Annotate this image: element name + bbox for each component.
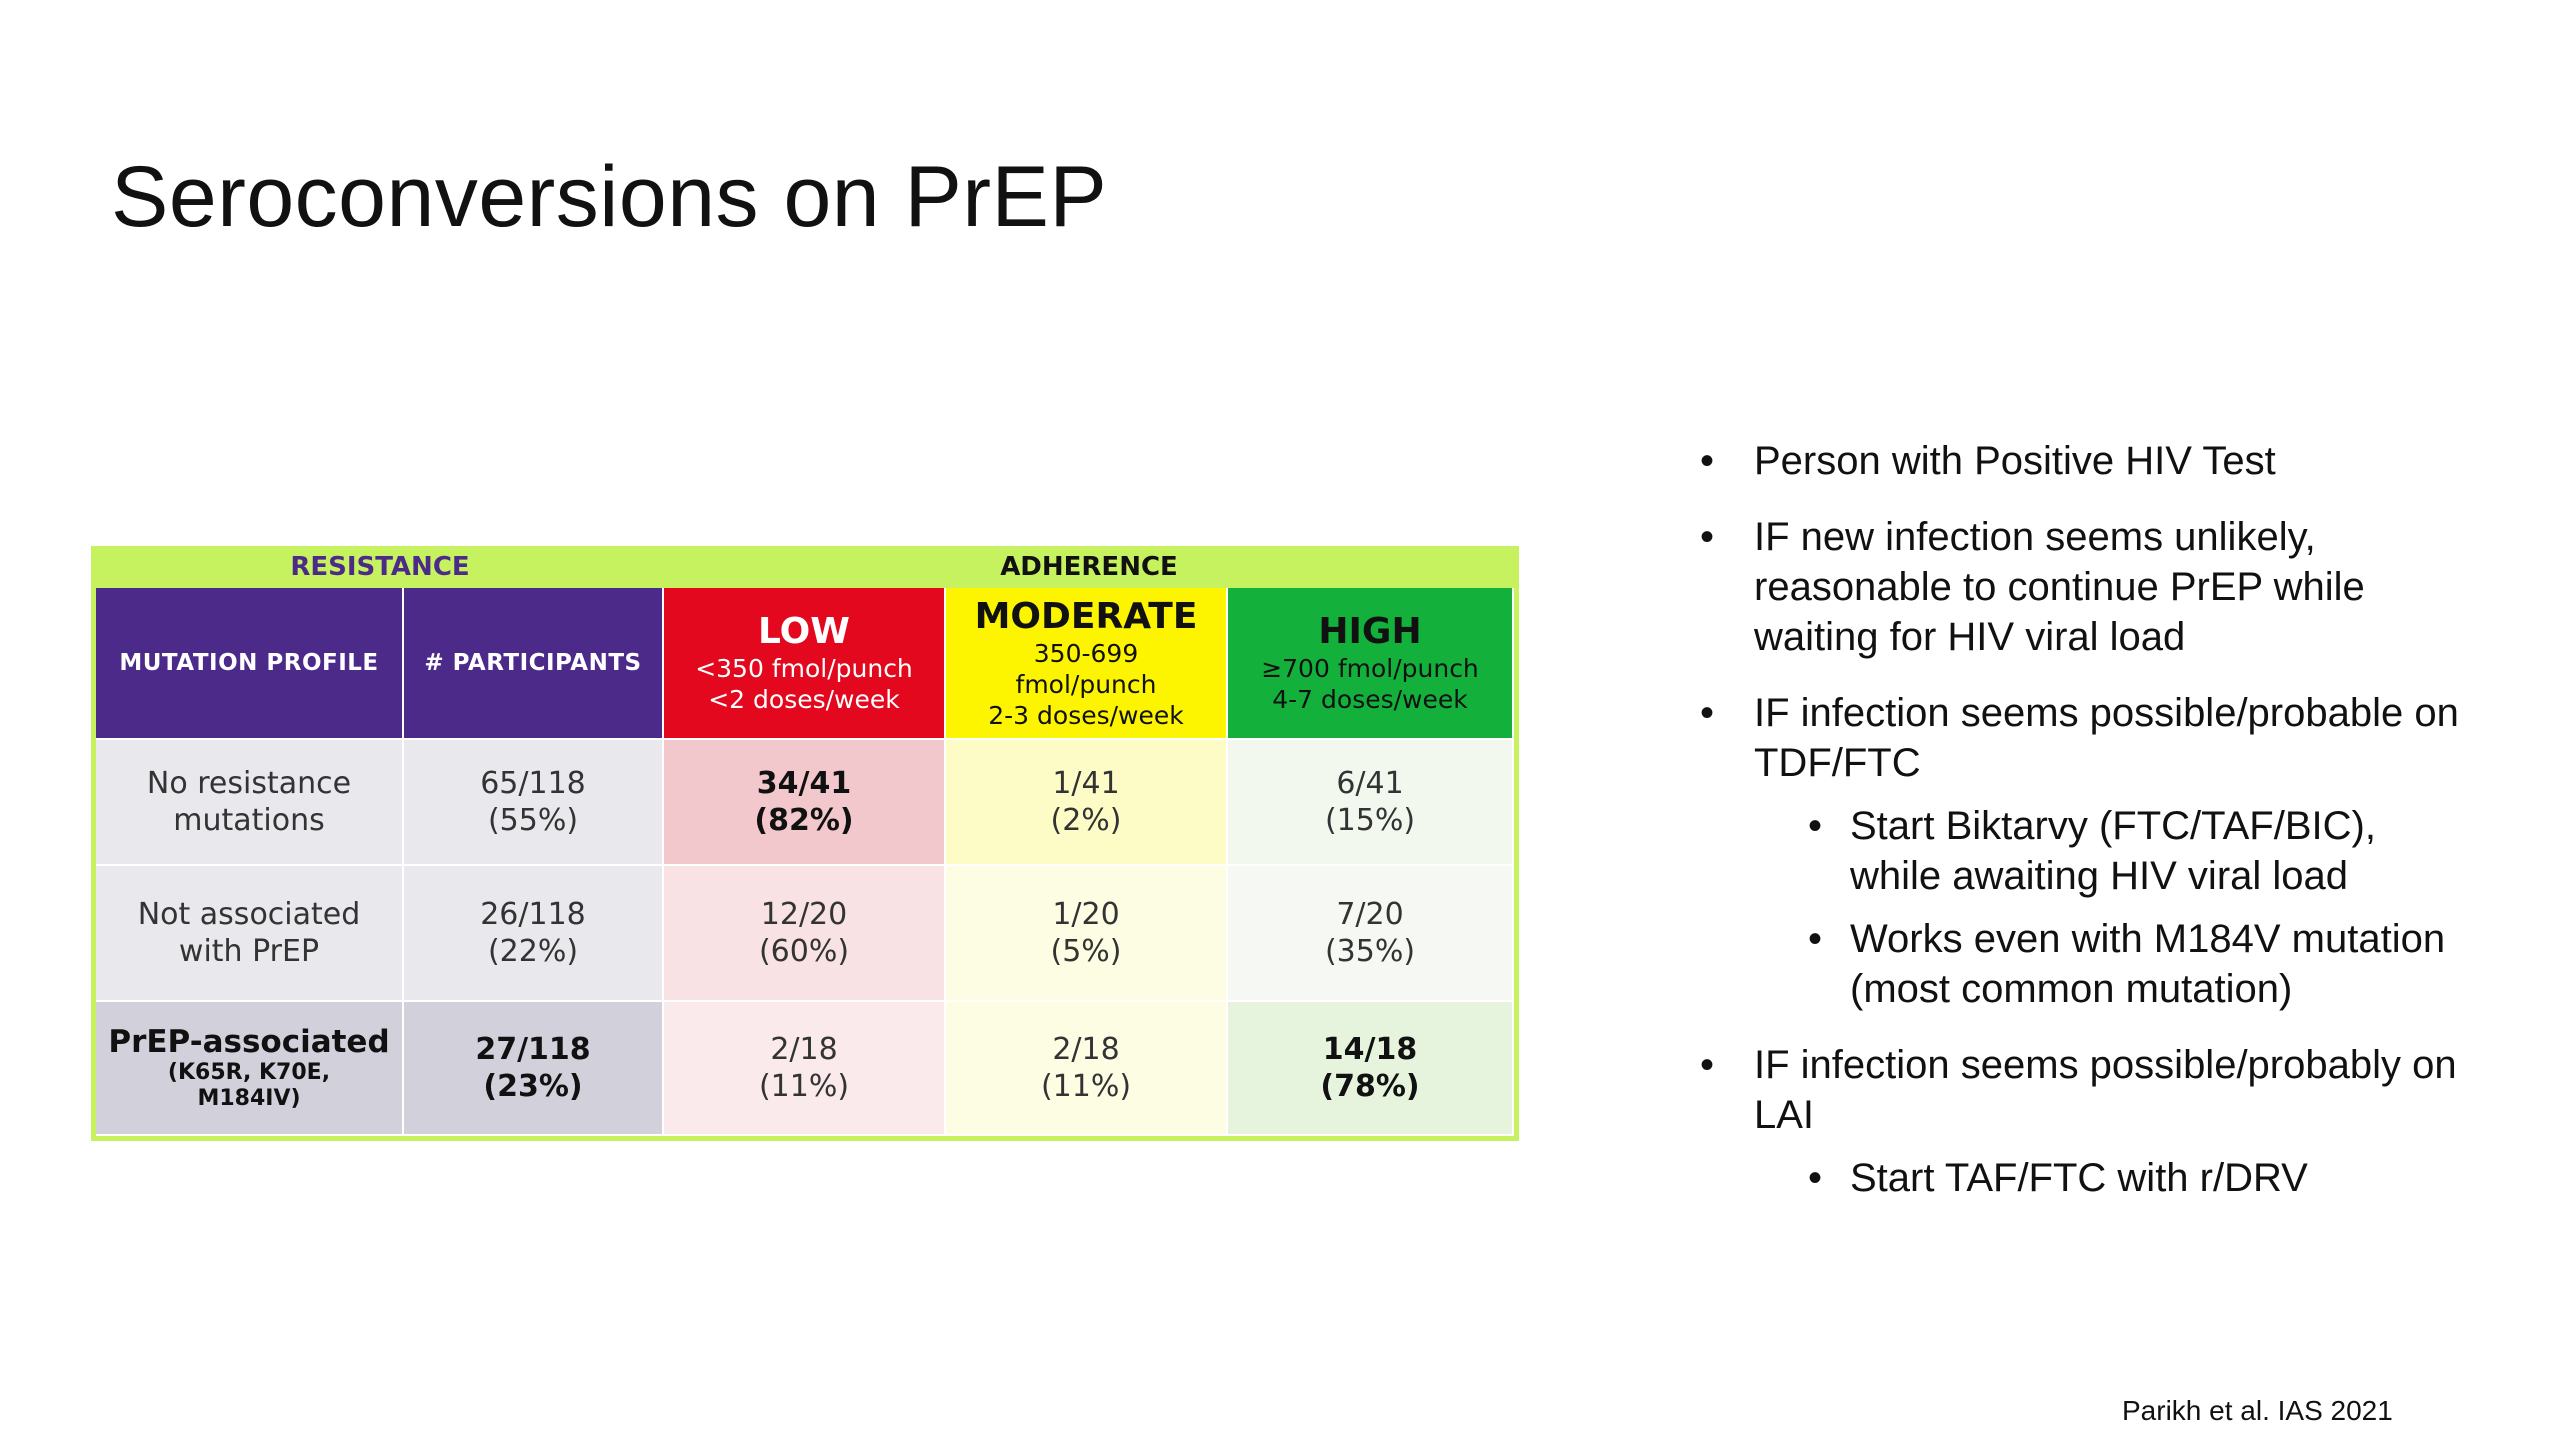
row1-moderate-pct: (2%) bbox=[1050, 803, 1122, 838]
row2-profile-line2: with PrEP bbox=[178, 934, 320, 969]
row2-participants-count: 26/118 bbox=[480, 897, 586, 932]
subbullet-taf-ftc: • Start TAF/FTC with r/DRV bbox=[1754, 1153, 2460, 1203]
row2-participants-pct: (22%) bbox=[487, 934, 579, 969]
row2-low bbox=[664, 866, 946, 1002]
header-high bbox=[1228, 588, 1514, 740]
row3-profile-line2: (K65R, K70E, bbox=[167, 1060, 331, 1085]
row3-low-pct: (11%) bbox=[758, 1069, 850, 1104]
bullet-continue-prep: • IF new infection seems unlikely, reasonable to continue PrEP while waiting for HIV viral load bbox=[1700, 512, 2460, 662]
bullet-lai-text: IF infection seems possible/probably on LAI bbox=[1754, 1043, 2457, 1137]
row3-profile bbox=[96, 1002, 404, 1136]
row2-moderate-pct: (5%) bbox=[1050, 934, 1122, 969]
row2-low-pct: (60%) bbox=[758, 934, 850, 969]
row1-moderate-count: 1/41 bbox=[1052, 766, 1120, 801]
row1-profile bbox=[96, 740, 404, 866]
header-low-line1: <350 fmol/punch bbox=[695, 654, 913, 683]
bullet-tdf-ftc bbox=[1700, 688, 2460, 1014]
header-low bbox=[664, 588, 946, 740]
category-resistance: RESISTANCE bbox=[290, 552, 470, 582]
header-mutation-profile: MUTATION PROFILE bbox=[96, 588, 404, 740]
header-moderate-line1: 350-699 bbox=[1033, 638, 1139, 668]
row2-profile-line1: Not associated bbox=[137, 897, 361, 932]
bullet-tdf-ftc-text: IF infection seems possible/probable on TDF/FTC bbox=[1754, 691, 2459, 785]
header-moderate-line2: fmol/punch bbox=[1015, 669, 1157, 699]
subbullet-m184v: • Works even with M184V mutation (most common mutation) bbox=[1754, 914, 2460, 1014]
bullet-positive-test: • Person with Positive HIV Test bbox=[1700, 436, 2460, 486]
bullet-lai bbox=[1700, 1040, 2460, 1203]
header-moderate-line3: 2-3 doses/week bbox=[988, 700, 1184, 730]
row1-profile-line2: mutations bbox=[173, 803, 325, 838]
row3-profile-line3: M184IV) bbox=[197, 1086, 301, 1111]
citation: Parikh et al. IAS 2021 bbox=[2122, 1395, 2393, 1426]
row3-high bbox=[1228, 1002, 1514, 1136]
row2-moderate bbox=[946, 866, 1228, 1002]
row2-moderate-count: 1/20 bbox=[1052, 897, 1120, 932]
row3-profile-line1: PrEP-associated bbox=[108, 1024, 390, 1060]
row3-high-count: 14/18 bbox=[1322, 1032, 1418, 1067]
row3-participants-count: 27/118 bbox=[475, 1032, 591, 1067]
row3-high-pct: (78%) bbox=[1320, 1069, 1420, 1104]
row2-participants bbox=[404, 866, 664, 1002]
row2-profile bbox=[96, 866, 404, 1002]
row1-participants-pct: (55%) bbox=[487, 803, 579, 838]
header-participants: # PARTICIPANTS bbox=[404, 588, 664, 740]
row1-moderate bbox=[946, 740, 1228, 866]
row2-high-pct: (35%) bbox=[1324, 934, 1416, 969]
row2-low-count: 12/20 bbox=[760, 897, 848, 932]
header-low-label: LOW bbox=[758, 611, 850, 652]
row3-low bbox=[664, 1002, 946, 1136]
row3-moderate bbox=[946, 1002, 1228, 1136]
row1-high-count: 6/41 bbox=[1336, 766, 1404, 801]
row3-moderate-count: 2/18 bbox=[1052, 1032, 1120, 1067]
header-low-line2: <2 doses/week bbox=[708, 685, 900, 714]
row2-high-count: 7/20 bbox=[1336, 897, 1404, 932]
header-high-label: HIGH bbox=[1318, 611, 1422, 652]
row1-low-count: 34/41 bbox=[756, 766, 852, 801]
row1-low bbox=[664, 740, 946, 866]
row3-participants bbox=[404, 1002, 664, 1136]
row3-participants-pct: (23%) bbox=[483, 1069, 583, 1104]
seroconversion-table bbox=[91, 546, 1519, 1141]
header-high-line1: ≥700 fmol/punch bbox=[1261, 654, 1479, 683]
row3-moderate-pct: (11%) bbox=[1040, 1069, 1132, 1104]
bullet-list bbox=[1700, 436, 2460, 1229]
row1-participants bbox=[404, 740, 664, 866]
category-adherence: ADHERENCE bbox=[1000, 552, 1178, 582]
header-moderate bbox=[946, 588, 1228, 740]
row1-profile-line1: No resistance bbox=[146, 766, 352, 801]
header-moderate-label: MODERATE bbox=[974, 595, 1198, 637]
header-high-line2: 4-7 doses/week bbox=[1272, 685, 1468, 714]
row1-high-pct: (15%) bbox=[1324, 803, 1416, 838]
row1-participants-count: 65/118 bbox=[480, 766, 586, 801]
row1-high bbox=[1228, 740, 1514, 866]
subbullet-biktarvy: • Start Biktarvy (FTC/TAF/BIC), while awaiting HIV viral load bbox=[1754, 801, 2460, 901]
row1-low-pct: (82%) bbox=[754, 803, 854, 838]
slide-title: Seroconversions on PrEP bbox=[111, 149, 1108, 245]
row2-high bbox=[1228, 866, 1514, 1002]
row3-low-count: 2/18 bbox=[770, 1032, 838, 1067]
